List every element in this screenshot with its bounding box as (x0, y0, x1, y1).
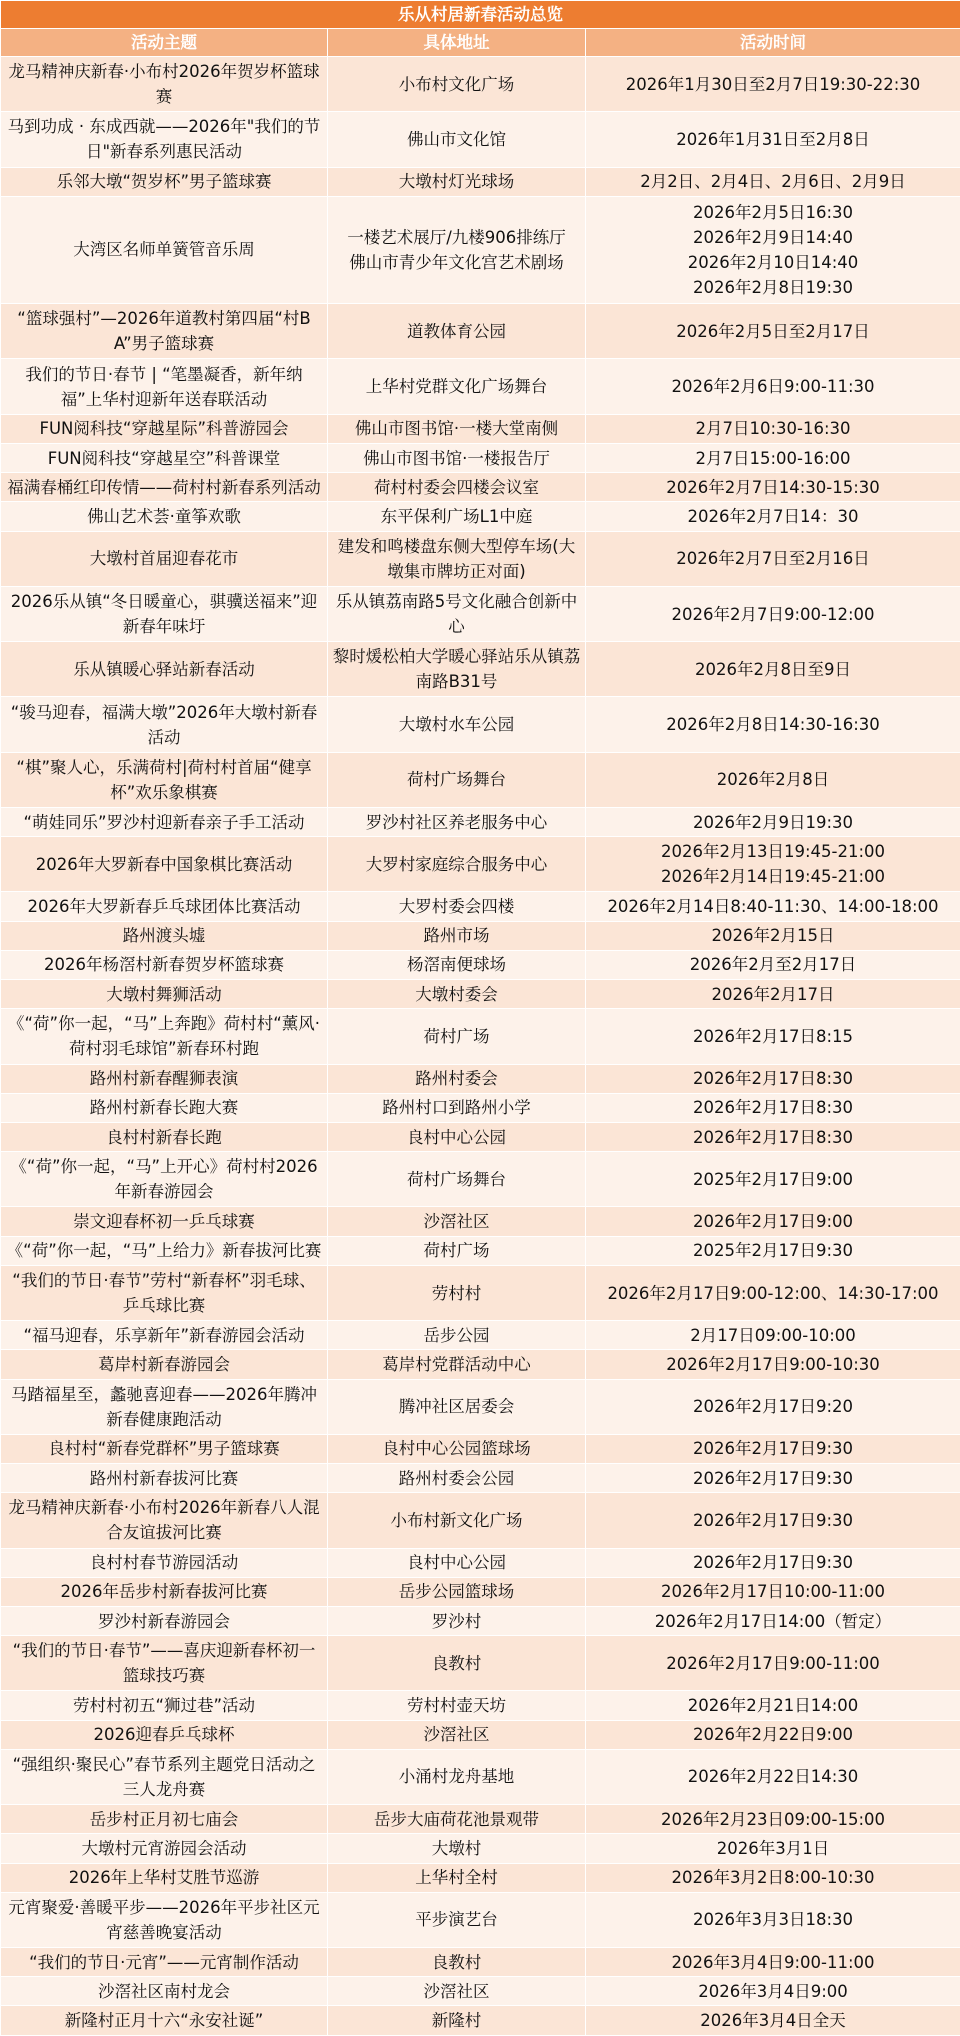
cell-address: 良村中心公园篮球场 (328, 1434, 586, 1463)
cell-address: 小涌村龙舟基地 (328, 1749, 586, 1804)
cell-theme: 福满春桶红印传情——荷村村新春系列活动 (1, 473, 328, 502)
cell-address: 小布村新文化广场 (328, 1493, 586, 1548)
cell-theme: 元宵聚爱·善暖平步——2026年平步社区元宵慈善晚宴活动 (1, 1892, 328, 1947)
cell-theme: 路州村新春醒狮表演 (1, 1064, 328, 1093)
table-row (1, 1720, 960, 1749)
cell-address: 大罗村委会四楼 (328, 892, 586, 921)
table-row (1, 1606, 960, 1635)
cell-time: 2026年2月17日9:30 (586, 1464, 960, 1493)
cell-theme: 龙马精神庆新春·小布村2026年新春八人混合友谊拔河比赛 (1, 1493, 328, 1548)
table-row (1, 1834, 960, 1863)
cell-time: 2月2日、2月4日、2月6日、2月9日 (586, 167, 960, 196)
cell-address: 佛山市图书馆·一楼大堂南侧 (328, 414, 586, 443)
cell-time: 2026年2月17日9:00 (586, 1207, 960, 1236)
cell-time: 2026年2月17日9:00-10:30 (586, 1350, 960, 1379)
table-row (1, 304, 960, 359)
cell-address: 一楼艺术展厅/九楼906排练厅 佛山市青少年文化宫艺术剧场 (328, 196, 586, 303)
cell-time: 2025年2月17日9:00 (586, 1152, 960, 1207)
table-row (1, 1892, 960, 1947)
cell-theme: “强组织·聚民心”春节系列主题党日活动之三人龙舟赛 (1, 1749, 328, 1804)
cell-theme: FUN阅科技“穿越星空”科普课堂 (1, 443, 328, 472)
cell-theme: “我们的节日·春节”劳村“新春杯”羽毛球、乒乓球比赛 (1, 1265, 328, 1320)
cell-theme: “棋”聚人心，乐满荷村|荷村村首届“健享杯”欢乐象棋赛 (1, 752, 328, 807)
cell-time: 2026年2月17日8:30 (586, 1093, 960, 1122)
cell-theme: 马踏福星至，蠡驰喜迎春——2026年腾冲新春健康跑活动 (1, 1379, 328, 1434)
table-row (1, 837, 960, 892)
cell-theme: 马到功成 · 东成西就——2026年"我们的节日"新春系列惠民活动 (1, 112, 328, 167)
table-row (1, 1863, 960, 1892)
table-row (1, 1265, 960, 1320)
cell-time: 2026年2月7日14:30-15:30 (586, 473, 960, 502)
cell-time: 2026年2月7日14：30 (586, 502, 960, 531)
cell-time: 2026年2月17日9:00-11:00 (586, 1636, 960, 1691)
cell-time: 2026年2月5日至2月17日 (586, 304, 960, 359)
cell-theme: 大墩村舞狮活动 (1, 980, 328, 1009)
table-row (1, 1321, 960, 1350)
cell-time: 2026年2月17日9:30 (586, 1493, 960, 1548)
cell-address: 上华村党群文化广场舞台 (328, 359, 586, 414)
cell-time: 2026年2月17日9:30 (586, 1548, 960, 1577)
cell-theme: “我们的节日·元宵”——元宵制作活动 (1, 1947, 328, 1976)
cell-address: 腾冲社区居委会 (328, 1379, 586, 1434)
cell-address: 罗沙村 (328, 1606, 586, 1635)
table-row (1, 1093, 960, 1122)
table-row (1, 950, 960, 979)
cell-address: 建发和鸣楼盘东侧大型停车场(大墩集市牌坊正对面) (328, 531, 586, 586)
cell-time: 2026年2月至2月17日 (586, 950, 960, 979)
cell-time: 2026年3月2日8:00-10:30 (586, 1863, 960, 1892)
cell-theme: 《“荷”你一起，“马”上给力》新春拔河比赛 (1, 1236, 328, 1265)
cell-theme: “萌娃同乐”罗沙村迎新春亲子手工活动 (1, 807, 328, 836)
cell-address: 良教村 (328, 1947, 586, 1976)
table-row (1, 980, 960, 1009)
cell-theme: 2026乐从镇“冬日暖童心，骐骥送福来”迎新春年味圩 (1, 586, 328, 641)
cell-theme: 2026迎春乒乓球杯 (1, 1720, 328, 1749)
cell-theme: 路州渡头墟 (1, 921, 328, 950)
table-row (1, 1379, 960, 1434)
cell-time: 2026年3月4日9:00 (586, 1977, 960, 2006)
cell-theme: 乐从镇暖心驿站新春活动 (1, 642, 328, 697)
cell-time: 2月7日15:00-16:00 (586, 443, 960, 472)
table-row (1, 196, 960, 303)
table-row (1, 531, 960, 586)
header-theme: 活动主题 (1, 29, 328, 57)
cell-address: 大墩村水车公园 (328, 697, 586, 752)
cell-time: 2026年2月17日9:30 (586, 1434, 960, 1463)
cell-address: 东平保利广场L1中庭 (328, 502, 586, 531)
cell-address: 岳步大庙荷花池景观带 (328, 1805, 586, 1834)
table-row (1, 57, 960, 112)
header-row (1, 29, 960, 57)
cell-address: 路州村委会公园 (328, 1464, 586, 1493)
cell-address: 荷村村委会四楼会议室 (328, 473, 586, 502)
cell-theme: 2026年上华村艾胜节巡游 (1, 1863, 328, 1892)
cell-address: 荷村广场 (328, 1009, 586, 1064)
cell-address: 良村中心公园 (328, 1122, 586, 1151)
table-row (1, 443, 960, 472)
cell-time: 2026年2月6日9:00-11:30 (586, 359, 960, 414)
table-row (1, 1577, 960, 1606)
cell-time: 2025年2月17日9:30 (586, 1236, 960, 1265)
cell-theme: 良村村“新春党群杯”男子篮球赛 (1, 1434, 328, 1463)
cell-address: 黎时煖松柏大学暖心驿站乐从镇荔南路B31号 (328, 642, 586, 697)
table-row (1, 112, 960, 167)
cell-theme: 良村村春节游园活动 (1, 1548, 328, 1577)
table-row (1, 1749, 960, 1804)
table-row (1, 642, 960, 697)
cell-theme: 大墩村首届迎春花市 (1, 531, 328, 586)
cell-address: 罗沙村社区养老服务中心 (328, 807, 586, 836)
table-row (1, 892, 960, 921)
cell-theme: 佛山艺术荟·童筝欢歌 (1, 502, 328, 531)
cell-time: 2026年3月3日18:30 (586, 1892, 960, 1947)
cell-theme: 新隆村正月十六“永安社诞” (1, 2006, 328, 2036)
table-row (1, 1805, 960, 1834)
cell-time: 2026年1月31日至2月8日 (586, 112, 960, 167)
cell-address: 大罗村家庭综合服务中心 (328, 837, 586, 892)
cell-theme: 路州村新春拔河比赛 (1, 1464, 328, 1493)
table-row (1, 1636, 960, 1691)
cell-theme: 大墩村元宵游园会活动 (1, 1834, 328, 1863)
table-row (1, 1207, 960, 1236)
cell-theme: 《“荷”你一起，“马”上开心》荷村村2026年新春游园会 (1, 1152, 328, 1207)
sheet-title: 乐从村居新春活动总览 (1, 1, 960, 29)
cell-theme: 路州村新春长跑大赛 (1, 1093, 328, 1122)
table-row (1, 697, 960, 752)
cell-time: 2026年2月23日09:00-15:00 (586, 1805, 960, 1834)
header-time: 活动时间 (586, 29, 960, 57)
header-address: 具体地址 (328, 29, 586, 57)
cell-time: 2026年2月17日9:20 (586, 1379, 960, 1434)
cell-address: 大墩村灯光球场 (328, 167, 586, 196)
cell-theme: “骏马迎春，福满大墩”2026年大墩村新春活动 (1, 697, 328, 752)
table-row (1, 167, 960, 196)
cell-time: 2026年2月8日14:30-16:30 (586, 697, 960, 752)
table-row (1, 1152, 960, 1207)
table-row (1, 1064, 960, 1093)
table-row (1, 752, 960, 807)
cell-time: 2026年2月7日9:00-12:00 (586, 586, 960, 641)
cell-time: 2026年2月22日14:30 (586, 1749, 960, 1804)
cell-time: 2026年2月9日19:30 (586, 807, 960, 836)
table-row (1, 1009, 960, 1064)
cell-address: 劳村村壶天坊 (328, 1691, 586, 1720)
cell-time: 2026年2月17日9:00-12:00、14:30-17:00 (586, 1265, 960, 1320)
cell-theme: 大湾区名师单簧管音乐周 (1, 196, 328, 303)
cell-theme: 岳步村正月初七庙会 (1, 1805, 328, 1834)
cell-theme: 罗沙村新春游园会 (1, 1606, 328, 1635)
table-row (1, 1977, 960, 2006)
table-row (1, 2006, 960, 2036)
cell-theme: 良村村新春长跑 (1, 1122, 328, 1151)
cell-theme: 2026年岳步村新春拔河比赛 (1, 1577, 328, 1606)
cell-address: 乐从镇荔南路5号文化融合创新中心 (328, 586, 586, 641)
cell-theme: FUN阅科技“穿越星际”科普游园会 (1, 414, 328, 443)
cell-address: 上华村全村 (328, 1863, 586, 1892)
cell-time: 2026年2月22日9:00 (586, 1720, 960, 1749)
title-row (1, 1, 960, 29)
cell-theme: 沙滘社区南村龙会 (1, 1977, 328, 2006)
cell-theme: 《“荷”你一起，“马”上奔跑》荷村村“薰风·荷村羽毛球馆”新春环村跑 (1, 1009, 328, 1064)
cell-address: 路州市场 (328, 921, 586, 950)
cell-time: 2026年2月17日 (586, 980, 960, 1009)
cell-address: 荷村广场 (328, 1236, 586, 1265)
cell-theme: “篮球强村”—2026年道教村第四届“村BA”男子篮球赛 (1, 304, 328, 359)
table-row (1, 807, 960, 836)
cell-address: 路州村委会 (328, 1064, 586, 1093)
cell-theme: “我们的节日·春节”——喜庆迎新春杯初一篮球技巧赛 (1, 1636, 328, 1691)
cell-address: 佛山市图书馆·一楼报告厅 (328, 443, 586, 472)
table-row (1, 1493, 960, 1548)
cell-theme: 龙马精神庆新春·小布村2026年贺岁杯篮球赛 (1, 57, 328, 112)
table-row (1, 359, 960, 414)
cell-theme: 我们的节日·春节 | “笔墨凝香，新年纳福”上华村迎新年送春联活动 (1, 359, 328, 414)
cell-time: 2026年2月8日 (586, 752, 960, 807)
cell-time: 2026年2月13日19:45-21:00 2026年2月14日19:45-21:00 (586, 837, 960, 892)
cell-address: 路州村口到路州小学 (328, 1093, 586, 1122)
cell-address: 劳村村 (328, 1265, 586, 1320)
cell-address: 葛岸村党群活动中心 (328, 1350, 586, 1379)
cell-time: 2026年2月17日8:30 (586, 1064, 960, 1093)
cell-time: 2026年2月17日14:00（暂定） (586, 1606, 960, 1635)
cell-theme: 2026年大罗新春乒乓球团体比赛活动 (1, 892, 328, 921)
cell-theme: “福马迎春，乐享新年”新春游园会活动 (1, 1321, 328, 1350)
table-row (1, 1548, 960, 1577)
cell-address: 良村中心公园 (328, 1548, 586, 1577)
cell-time: 2026年2月5日16:30 2026年2月9日14:40 2026年2月10日14:40 2026年2月8日19:30 (586, 196, 960, 303)
cell-address: 小布村文化广场 (328, 57, 586, 112)
cell-time: 2026年2月15日 (586, 921, 960, 950)
cell-time: 2026年3月4日9:00-11:00 (586, 1947, 960, 1976)
cell-address: 大墩村委会 (328, 980, 586, 1009)
cell-address: 道教体育公园 (328, 304, 586, 359)
cell-address: 岳步公园篮球场 (328, 1577, 586, 1606)
cell-time: 2026年2月17日8:15 (586, 1009, 960, 1064)
table-row (1, 502, 960, 531)
cell-address: 岳步公园 (328, 1321, 586, 1350)
table-row (1, 1434, 960, 1463)
table-row (1, 1947, 960, 1976)
cell-address: 荷村广场舞台 (328, 752, 586, 807)
cell-address: 佛山市文化馆 (328, 112, 586, 167)
cell-time: 2月17日09:00-10:00 (586, 1321, 960, 1350)
cell-address: 良教村 (328, 1636, 586, 1691)
table-row (1, 473, 960, 502)
cell-time: 2026年1月30日至2月7日19:30-22:30 (586, 57, 960, 112)
table-row (1, 414, 960, 443)
cell-time: 2026年2月14日8:40-11:30、14:00-18:00 (586, 892, 960, 921)
table-row (1, 1691, 960, 1720)
cell-theme: 2026年大罗新春中国象棋比赛活动 (1, 837, 328, 892)
table-row (1, 921, 960, 950)
cell-theme: 崇文迎春杯初一乒乓球赛 (1, 1207, 328, 1236)
cell-address: 杨滘南便球场 (328, 950, 586, 979)
table-row (1, 1236, 960, 1265)
cell-time: 2026年3月4日全天 (586, 2006, 960, 2036)
table-row (1, 586, 960, 641)
cell-address: 沙滘社区 (328, 1720, 586, 1749)
cell-time: 2026年2月21日14:00 (586, 1691, 960, 1720)
table-row (1, 1350, 960, 1379)
cell-address: 沙滘社区 (328, 1207, 586, 1236)
cell-theme: 2026年杨滘村新春贺岁杯篮球赛 (1, 950, 328, 979)
cell-time: 2026年3月1日 (586, 1834, 960, 1863)
cell-time: 2026年2月8日至9日 (586, 642, 960, 697)
cell-theme: 乐邻大墩“贺岁杯”男子篮球赛 (1, 167, 328, 196)
cell-theme: 葛岸村新春游园会 (1, 1350, 328, 1379)
cell-address: 荷村广场舞台 (328, 1152, 586, 1207)
cell-address: 新隆村 (328, 2006, 586, 2036)
cell-address: 沙滘社区 (328, 1977, 586, 2006)
cell-address: 平步演艺台 (328, 1892, 586, 1947)
cell-time: 2026年2月17日8:30 (586, 1122, 960, 1151)
cell-time: 2026年2月7日至2月16日 (586, 531, 960, 586)
cell-time: 2月7日10:30-16:30 (586, 414, 960, 443)
table-row (1, 1464, 960, 1493)
cell-time: 2026年2月17日10:00-11:00 (586, 1577, 960, 1606)
table-row (1, 1122, 960, 1151)
cell-address: 大墩村 (328, 1834, 586, 1863)
cell-theme: 劳村村初五“狮过巷”活动 (1, 1691, 328, 1720)
